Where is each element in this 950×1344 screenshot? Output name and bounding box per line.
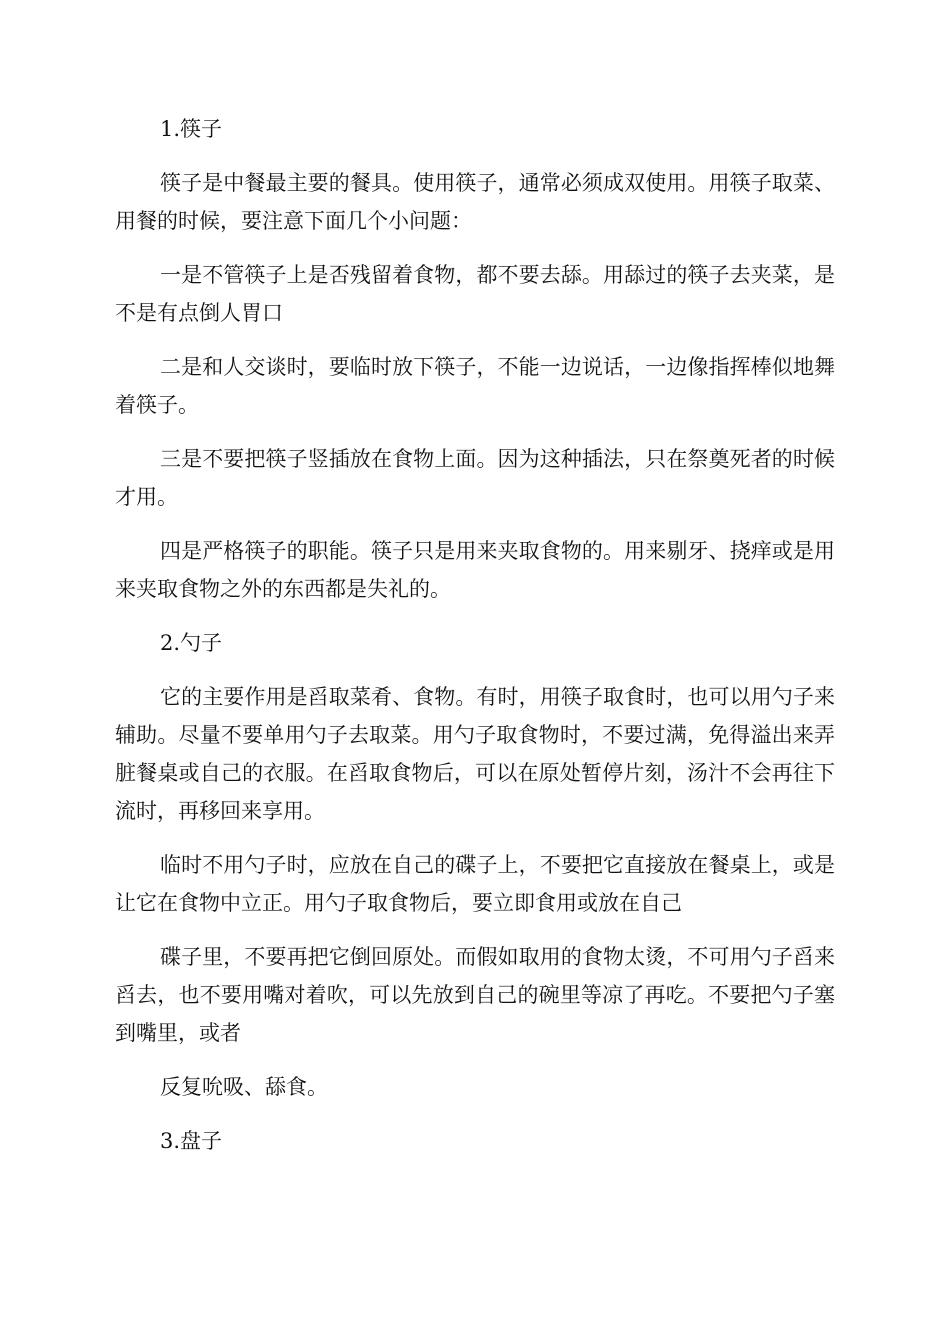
section-heading-chopsticks: 1.筷子 [160, 117, 223, 141]
paragraph: 三是不要把筷子竖插放在食物上面。因为这种插法，只在祭奠死者的时候才用。 [115, 447, 835, 509]
paragraph: 碟子里，不要再把它倒回原处。而假如取用的食物太烫，不可用勺子舀来舀去，也不要用嘴对着吹，可以先放到自己的碗里等凉了再吃。不要把勺子塞到嘴里，或者 [115, 945, 835, 1045]
document-body [115, 110, 835, 1176]
paragraph: 它的主要作用是舀取菜肴、食物。有时，用筷子取食时，也可以用勺子来辅助。尽量不要单用勺子去取菜。用勺子取食物时，不要过满，免得溢出来弄脏餐桌或自己的衣服。在舀取食物后，可以在原处暂停片刻，汤汁不会再往下流时，再移回来享用。 [115, 685, 835, 823]
section-heading-plate: 3.盘子 [160, 1129, 223, 1153]
paragraph: 临时不用勺子时，应放在自己的碟子上，不要把它直接放在餐桌上，或是让它在食物中立正。用勺子取食物后，要立即食用或放在自己 [115, 853, 835, 915]
paragraph: 反复吮吸、舔食。 [160, 1075, 328, 1099]
paragraph: 二是和人交谈时，要临时放下筷子，不能一边说话，一边像指挥棒似地舞着筷子。 [115, 355, 835, 417]
section-heading-spoon: 2.勺子 [160, 631, 223, 655]
paragraph: 四是严格筷子的职能。筷子只是用来夹取食物的。用来剔牙、挠痒或是用来夹取食物之外的东西都是失礼的。 [115, 539, 835, 601]
paragraph: 筷子是中餐最主要的餐具。使用筷子，通常必须成双使用。用筷子取菜、用餐的时候，要注意下面几个小问题： [115, 171, 835, 233]
paragraph: 一是不管筷子上是否残留着食物，都不要去舔。用舔过的筷子去夹菜，是不是有点倒人胃口 [115, 263, 835, 325]
